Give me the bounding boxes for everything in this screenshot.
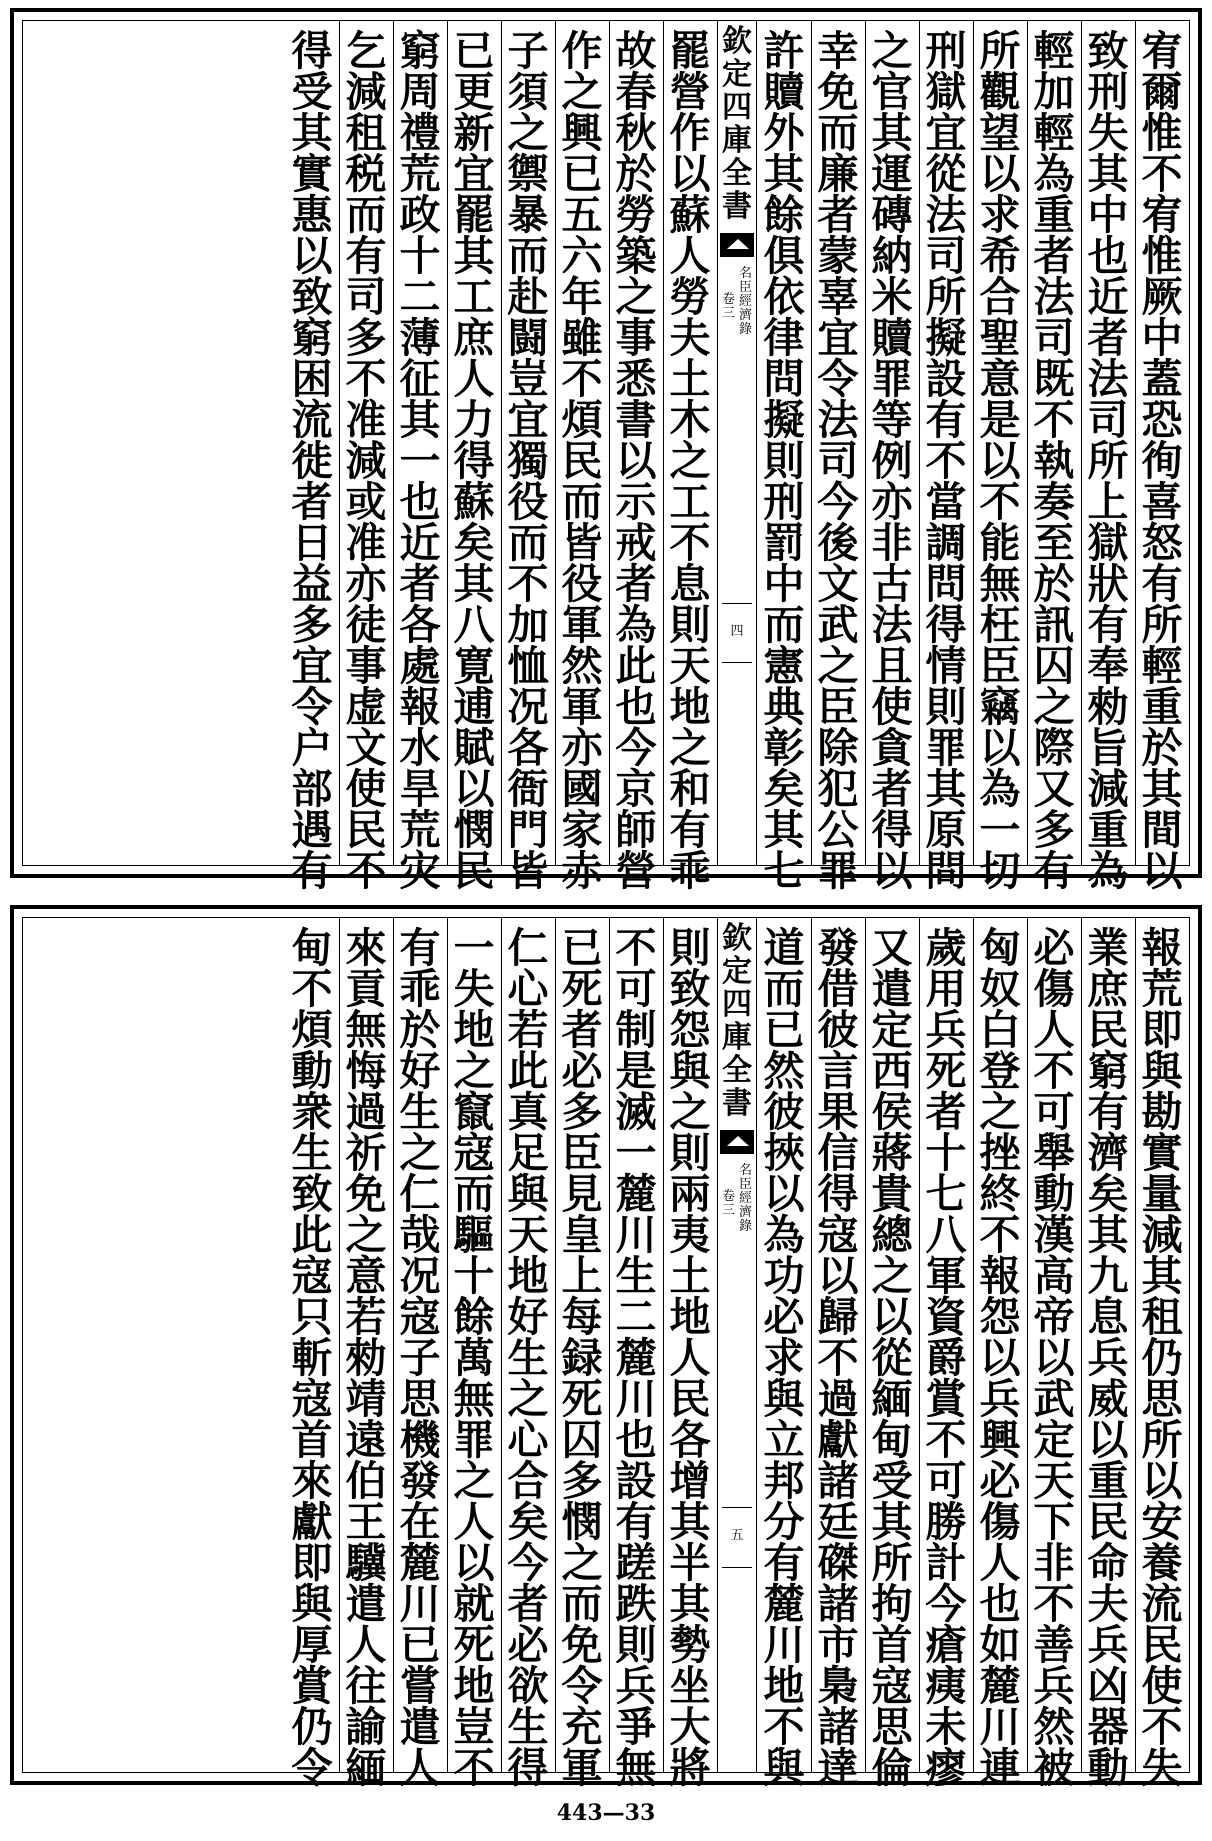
bottom-left-column-6: 有 乖 於 好 生 之 仁 哉 况 寇 子 思 機 發 在 麓 川 已 嘗 遣 人	[399, 924, 441, 1792]
top-center-spine	[717, 21, 757, 865]
column-rule	[973, 21, 974, 865]
top-left-column-7: 乞 減 租 税 而 有 司 多 不 准 減 或 准 亦 徒 事 虚 文 使 民 不	[345, 27, 387, 895]
column-rule	[609, 21, 610, 865]
top-left-column-4: 子 須 之 禦 暴 而 赴 闘 豈 宜 獨 役 而 不 加 恤 况 各 衙 門 皆	[507, 27, 549, 895]
column-rule	[339, 21, 340, 865]
column-rule	[1081, 918, 1082, 1772]
column-rule	[501, 21, 502, 865]
column-rule	[919, 918, 920, 1772]
column-rule	[447, 918, 448, 1772]
bottom-right-column-6: 又 遣 定 西 侯 蔣 貴 總 之 以 從 緬 甸 受 其 所 拘 首 寇 思 倫	[871, 924, 913, 1792]
divider	[722, 662, 752, 663]
column-rule	[865, 918, 866, 1772]
top-right-column-1: 宥 爾 惟 不 宥 惟 厥 中 蓋 恐 徇 喜 怒 有 所 輕 重 於 其 間 以	[1141, 27, 1183, 895]
bottom-subtitle-book: 名 臣 經 濟 錄	[738, 1163, 752, 1234]
bottom-page	[10, 905, 1202, 1792]
bottom-left-column-1: 則 致 怨 與 之 則 兩 夷 土 地 人 民 各 增 其 半 其 勢 坐 大 將	[669, 924, 711, 1792]
column-rule	[555, 21, 556, 865]
top-subtitle-juan: 卷 三	[722, 292, 736, 321]
top-right-column-7: 幸 免 而 廉 者 蒙 辜 宜 令 法 司 今 後 文 武 之 臣 除 犯 公 罪	[817, 27, 859, 895]
column-rule	[555, 918, 556, 1772]
column-rule	[663, 918, 664, 1772]
top-subtitle-book: 名 臣 經 濟 錄	[738, 266, 752, 337]
bottom-left-column-3: 已 死 者 必 多 臣 見 皇 上 每 録 死 囚 多 憫 之 而 免 令 充 軍	[561, 924, 603, 1792]
top-right-column-6: 之 官 其 運 磚 納 米 贖 罪 等 例 亦 非 古 法 且 使 貪 者 得 以	[871, 27, 913, 895]
top-left-column-3: 作 之 興 已 五 六 年 雖 不 煩 民 而 皆 役 軍 然 軍 亦 國 家 赤	[561, 27, 603, 895]
top-left-column-6: 窮 周 禮 荒 政 十 二 薄 征 其 一 也 近 者 各 處 報 水 旱 荒 灾	[399, 27, 441, 895]
bottom-right-column-7: 發 借 彼 言 果 信 得 寇 以 歸 不 過 獻 諸 廷 磔 諸 市 梟 諸 達	[817, 924, 859, 1792]
column-rule	[393, 21, 394, 865]
column-rule	[1027, 918, 1028, 1772]
top-page-frame	[22, 20, 1190, 895]
top-left-column-1: 罷 營 作 以 蘇 人 勞 夫 土 木 之 工 不 息 則 天 地 之 和 有 乖	[669, 27, 711, 895]
column-rule	[865, 21, 866, 865]
top-right-column-5: 刑 獄 宜 從 法 司 所 擬 設 有 不 當 調 問 得 情 則 罪 其 原 問	[925, 27, 967, 895]
top-left-column-2: 故 春 秋 於 勞 築 之 事 悉 書 以 示 戒 者 為 此 也 今 京 師 營	[615, 27, 657, 895]
bottom-folio-number: 五	[730, 1528, 744, 1544]
divider	[722, 1567, 752, 1568]
column-rule	[811, 21, 812, 865]
top-left-column-5: 已 更 新 宜 罷 其 工 庶 人 力 得 蘇 矣 其 八 寛 逋 賦 以 憫 民	[453, 27, 495, 895]
top-right-column-2: 致 刑 失 其 中 也 近 者 法 司 所 上 獄 狀 有 奉 勑 旨 減 重 為	[1087, 27, 1129, 895]
bottom-right-column-2: 業 庶 民 窮 有 濟 矣 其 九 息 兵 威 以 重 民 命 夫 兵 凶 器 動	[1087, 924, 1129, 1792]
column-rule	[501, 918, 502, 1772]
bottom-right-column-4: 匈 奴 白 登 之 挫 終 不 報 怨 以 兵 興 必 傷 人 也 如 麓 川 連	[979, 924, 1021, 1792]
column-rule	[1135, 918, 1136, 1772]
bottom-left-column-2: 不 可 制 是 滅 一 麓 川 生 二 麓 川 也 設 有 蹉 跌 則 兵 爭 無	[615, 924, 657, 1792]
divider	[722, 603, 752, 604]
bottom-page-frame	[22, 917, 1190, 1792]
top-running-title: 欽 定 四 庫 全 書	[722, 24, 752, 224]
divider	[722, 1507, 752, 1508]
column-rule	[811, 918, 812, 1772]
bottom-subtitle-juan: 卷 三	[722, 1189, 736, 1218]
bottom-running-title: 欽 定 四 庫 全 書	[722, 921, 752, 1121]
column-rule	[447, 21, 448, 865]
bottom-right-column-5: 歲 用 兵 死 者 十 七 八 軍 資 爵 賞 不 可 勝 計 今 瘡 痍 未 瘳	[925, 924, 967, 1792]
bottom-right-column-8: 道 而 已 然 彼 挾 以 為 功 必 求 與 立 邦 分 有 麓 川 地 不 與	[763, 924, 805, 1792]
top-right-column-4: 所 觀 望 以 求 希 合 聖 意 是 以 不 能 無 枉 臣 竊 以 為 一 切	[979, 27, 1021, 895]
column-rule	[393, 918, 394, 1772]
column-rule	[339, 918, 340, 1772]
page-footer-number: 443—33	[556, 1800, 656, 1826]
top-right-column-8: 許 贖 外 其 餘 俱 依 律 問 擬 則 刑 罰 中 而 憲 典 彰 矣 其 七	[763, 27, 805, 895]
column-rule	[663, 21, 664, 865]
bottom-left-column-4: 仁 心 若 此 真 足 與 天 地 好 生 之 心 合 矣 今 者 必 欲 生 得	[507, 924, 549, 1792]
column-rule	[973, 918, 974, 1772]
top-folio-number: 四	[730, 624, 744, 640]
column-rule	[1081, 21, 1082, 865]
top-right-column-3: 輕 加 輕 為 重 者 法 司 既 不 執 奏 至 於 訊 囚 之 際 又 多 有	[1033, 27, 1075, 895]
fishtail-mark-icon	[720, 233, 754, 257]
bottom-left-column-5: 一 失 地 之 竄 寇 而 驅 十 餘 萬 無 罪 之 人 以 就 死 地 豈 不	[453, 924, 495, 1792]
top-page	[10, 8, 1202, 895]
bottom-left-column-8: 甸 不 煩 動 衆 生 致 此 寇 只 斬 寇 首 來 獻 即 與 厚 賞 仍 令	[291, 924, 333, 1792]
bottom-right-column-1: 報 荒 即 與 勘 實 量 減 其 租 仍 思 所 以 安 養 流 民 使 不 失	[1141, 924, 1183, 1792]
bottom-center-spine	[717, 918, 757, 1772]
column-rule	[1027, 21, 1028, 865]
fishtail-mark-icon	[720, 1130, 754, 1154]
top-left-column-8: 得 受 其 實 惠 以 致 窮 困 流 徙 者 日 益 多 宜 令 户 部 遇 有	[291, 27, 333, 895]
column-rule	[609, 918, 610, 1772]
bottom-right-column-3: 必 傷 人 不 可 舉 動 漢 高 帝 以 武 定 天 下 非 不 善 兵 然 被	[1033, 924, 1075, 1792]
column-rule	[1135, 21, 1136, 865]
column-rule	[919, 21, 920, 865]
bottom-left-column-7: 來 貢 無 悔 過 祈 免 之 意 若 勑 靖 遠 伯 王 驥 遣 人 往 諭 緬	[345, 924, 387, 1792]
